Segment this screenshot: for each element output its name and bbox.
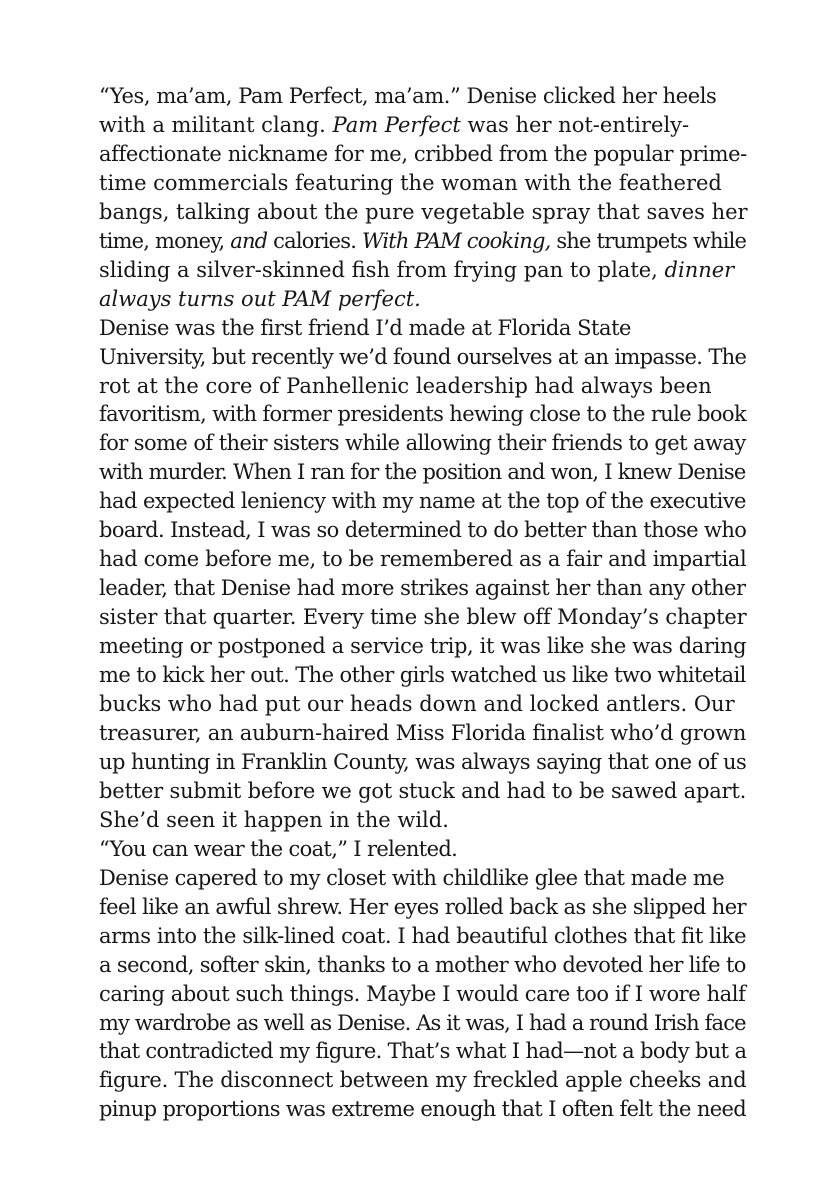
text-line <box>77 516 749 545</box>
text-run: board. Instead, I was so determined to do better than those who <box>99 518 747 543</box>
text-run: sliding a silver-skinned fish from frying pan to plate, <box>99 257 665 282</box>
text-line <box>77 227 749 256</box>
text-run: rot at the core of Panhellenic leadership had always been <box>99 373 712 398</box>
text-run: arms into the silk-lined coat. I had beautiful clothes that fit like <box>99 923 747 948</box>
text-line <box>77 632 749 661</box>
text-run: treasurer, an auburn-haired Miss Florida finalist who’d grown <box>99 720 747 745</box>
italic-text: and <box>230 228 268 253</box>
text-run: meeting or postponed a service trip, it was like she was daring <box>99 634 747 659</box>
text-line <box>77 661 749 690</box>
text-line <box>77 198 749 227</box>
text-run: for some of their sisters while allowing their friends to get away <box>99 431 746 456</box>
text-run: a second, softer skin, thanks to a mother who devoted her life to <box>99 952 746 977</box>
text-line <box>77 690 749 719</box>
text-line <box>77 603 749 632</box>
text-line <box>77 458 749 487</box>
text-line <box>77 922 749 951</box>
text-line <box>77 1037 749 1066</box>
text-line <box>77 343 749 372</box>
text-run: she trumpets while <box>550 228 747 253</box>
text-run: with a militant clang. <box>99 112 333 137</box>
text-line <box>77 777 749 806</box>
text-line <box>77 545 749 574</box>
text-run: “Yes, ma’am, Pam Perfect, ma’am.” Denise clicked her heels <box>99 84 717 108</box>
italic-text: dinner <box>664 257 735 282</box>
text-line <box>77 400 749 429</box>
text-run: calories. <box>267 228 362 253</box>
italic-text: With PAM cooking, <box>362 228 551 253</box>
text-line <box>77 835 749 864</box>
text-line <box>77 1066 749 1095</box>
text-line <box>77 980 749 1009</box>
paragraph <box>77 82 749 314</box>
text-run: my wardrobe as well as Denise. As it was, I had a round Irish face <box>99 1010 746 1035</box>
text-line <box>77 1095 749 1124</box>
paragraph <box>77 314 749 835</box>
text-run: was her not-entirely- <box>460 112 690 137</box>
text-line <box>77 1009 749 1038</box>
text-line <box>77 111 749 140</box>
text-run: had expected leniency with my name at the top of the executive <box>99 489 746 514</box>
text-line <box>77 487 749 516</box>
italic-text: Pam Perfect <box>332 112 461 137</box>
text-run: Denise capered to my closet with childlike glee that made me <box>99 865 725 890</box>
text-run: leader, that Denise had more strikes against her than any other <box>99 576 746 601</box>
text-run: had come before me, to be remembered as a fair and impartial <box>99 547 747 572</box>
text-line <box>77 314 749 343</box>
text-run: me to kick her out. The other girls watched us like two whitetail <box>99 663 746 688</box>
text-run: up hunting in Franklin County, was always saying that one of us <box>99 749 747 774</box>
paragraph <box>77 864 749 1125</box>
text-run: Denise was the first friend I’d made at Florida State <box>99 315 632 340</box>
text-run: favoritism, with former presidents hewing close to the rule book <box>99 402 747 427</box>
text-line <box>77 169 749 198</box>
text-run: better submit before we got stuck and had to be sawed apart. <box>99 778 747 803</box>
text-run: time commercials featuring the woman with the feathered <box>99 170 722 195</box>
text-run: sister that quarter. Every time she blew off Monday’s chapter <box>99 605 747 630</box>
italic-text: always turns out PAM perfect. <box>99 286 421 311</box>
text-run: She’d seen it happen in the wild. <box>99 807 449 832</box>
text-line <box>77 429 749 458</box>
text-line <box>77 372 749 401</box>
text-run: time, money, <box>99 228 231 253</box>
text-line <box>77 140 749 169</box>
text-run: University, but recently we’d found ourselves at an impasse. The <box>99 344 747 369</box>
text-run: “You can wear the coat,” I relented. <box>99 836 458 861</box>
text-run: pinup proportions was extreme enough that I often felt the need <box>99 1097 747 1122</box>
text-line <box>77 719 749 748</box>
text-run: bangs, talking about the pure vegetable spray that saves her <box>99 199 748 224</box>
text-run: caring about such things. Maybe I would care too if I wore half <box>99 981 746 1006</box>
text-line <box>77 256 749 285</box>
book-page <box>77 82 749 1124</box>
text-run: affectionate nickname for me, cribbed from the popular prime- <box>99 141 747 166</box>
text-line <box>77 864 749 893</box>
text-run: figure. The disconnect between my freckled apple cheeks and <box>99 1068 747 1093</box>
text-run: feel like an awful shrew. Her eyes rolled back as she slipped her <box>99 894 746 919</box>
text-line <box>77 574 749 603</box>
text-line <box>77 285 749 314</box>
paragraph <box>77 835 749 864</box>
text-run: with murder. When I ran for the position and won, I knew Denise <box>99 460 746 485</box>
text-run: that contradicted my figure. That’s what I had—not a body but a <box>99 1039 747 1064</box>
text-line <box>77 748 749 777</box>
text-line <box>77 951 749 980</box>
text-line <box>77 893 749 922</box>
text-line <box>77 82 749 111</box>
text-run: bucks who had put our heads down and locked antlers. Our <box>99 692 735 717</box>
text-line <box>77 806 749 835</box>
